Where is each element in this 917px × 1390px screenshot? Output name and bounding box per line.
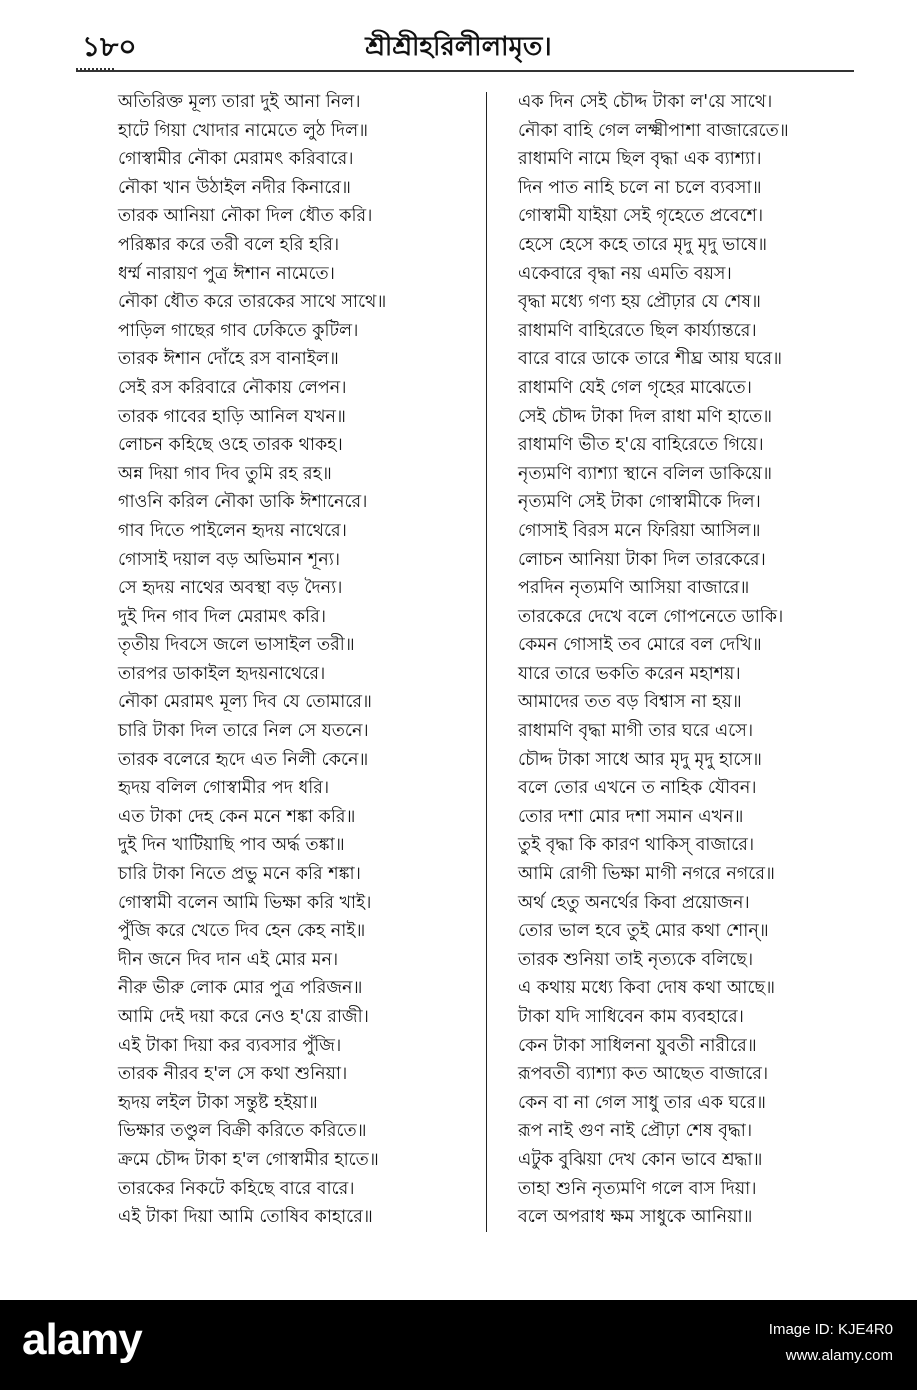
- verse-line: আমাদের তত বড় বিশ্বাস না হয়॥: [518, 692, 742, 713]
- verse-line: কেন বা না গেল সাধু তার এক ঘরে॥: [518, 1092, 766, 1113]
- verse-line: তোর ভাল হবে তুই মোর কথা শোন্॥: [518, 921, 769, 942]
- verse-line: নৌকা মেরামৎ মূল্য দিব যে তোমারে॥: [118, 692, 372, 713]
- verse-line: পুঁজি করে খেতে দিব হেন কেহ নাই॥: [118, 921, 366, 942]
- verse-line: দুই দিন গাব দিল মেরামৎ করি।: [118, 606, 327, 627]
- verse-line: দুই দিন খাটিয়াছি পাব অর্দ্ধ তঙ্কা॥: [118, 835, 345, 856]
- verse-line: তারক ঈশান দোঁহে রস বানাইল॥: [118, 349, 339, 370]
- verse-line: গোসাই দয়াল বড় অভিমান শূন্য।: [118, 549, 341, 570]
- verse-line: ক্রমে চৌদ্দ টাকা হ'ল গোস্বামীর হাতে॥: [118, 1149, 379, 1170]
- verse-line: টাকা যদি সাধিবেন কাম ব্যবহারে।: [518, 1007, 744, 1027]
- verse-line: একেবারে বৃদ্ধা নয় এমতি বয়স।: [518, 263, 732, 284]
- verse-line: তাহা শুনি নৃত্যমণি গলে বাস দিয়া।: [518, 1178, 757, 1199]
- verse-line: চারি টাকা নিতে প্রভু মনে করি শঙ্কা।: [118, 864, 361, 885]
- alamy-logo: alamy: [22, 1315, 142, 1364]
- left-verse-column: [118, 88, 468, 1232]
- verse-line: তারকের নিকটে কহিছে বারে বারে।: [118, 1178, 355, 1199]
- footer-url: www.alamy.com: [785, 1347, 893, 1364]
- verse-line: কেন টাকা সাধিলনা যুবতী নারীরে॥: [518, 1035, 757, 1056]
- header-rule: [76, 70, 854, 72]
- verse-line: রূপবতী ব্যাশ্যা কত আছেত বাজারে।: [518, 1064, 769, 1085]
- verse-line: নৌকা খান উঠাইল নদীর কিনারে॥: [118, 177, 351, 198]
- verse-line: যারে তারে ভকতি করেন মহাশয়।: [518, 663, 741, 684]
- verse-line: গোসাই বিরস মনে ফিরিয়া আসিল॥: [518, 520, 761, 541]
- verse-line: সে হৃদয় নাথের অবস্থা বড় দৈন্য।: [118, 578, 343, 599]
- verse-line: তারপর ডাকাইল হৃদয়নাথেরে।: [118, 663, 326, 684]
- verse-line: নৃত্যমণি সেই টাকা গোস্বামীকে দিল।: [518, 492, 761, 513]
- verse-line: রাধামণি ভীত হ'য়ে বাহিরেতে গিয়ে।: [518, 435, 764, 456]
- verse-line: চৌদ্দ টাকা সাধে আর মৃদু মৃদু হাসে॥: [518, 749, 762, 770]
- verse-line: এই টাকা দিয়া কর ব্যবসার পুঁজি।: [118, 1035, 342, 1056]
- verse-line: তৃতীয় দিবসে জলে ভাসাইল তরী॥: [118, 635, 355, 656]
- verse-line: তারক আনিয়া নৌকা দিল ধৌত করি।: [118, 206, 373, 227]
- verse-line: গাব দিতে পাইলেন হৃদয় নাথেরে।: [118, 520, 347, 541]
- verse-line: রাধামণি নামে ছিল বৃদ্ধা এক ব্যাশ্যা।: [518, 149, 762, 170]
- verse-line: পরিষ্কার করে তরী বলে হরি হরি।: [118, 234, 340, 255]
- verse-line: তারক নীরব হ'ল সে কথা শুনিয়া।: [118, 1064, 348, 1085]
- verse-line: কেমন গোসাই তব মোরে বল দেখি॥: [518, 635, 762, 656]
- verse-line: রাধামণি বৃদ্ধা মাগী তার ঘরে এসে।: [518, 721, 754, 742]
- verse-line: নীরু ভীরু লোক মোর পুত্র পরিজন॥: [118, 978, 363, 999]
- verse-line: বারে বারে ডাকে তারে শীঘ্র আয় ঘরে॥: [518, 349, 783, 370]
- verse-line: হেসে হেসে কহে তারে মৃদু মৃদু ভাষে॥: [518, 234, 767, 255]
- verse-line: সেই রস করিবারে নৌকায় লেপন।: [118, 377, 347, 398]
- verse-line: গাওনি করিল নৌকা ডাকি ঈশানেরে।: [118, 492, 368, 513]
- verse-line: তুই বৃদ্ধা কি কারণ থাকিস্ বাজারে।: [518, 835, 755, 856]
- right-verse-column: [518, 88, 858, 1232]
- verse-line: হাটে গিয়া খোদার নামেতে লুঠ দিল॥: [118, 120, 369, 141]
- column-divider: [486, 92, 487, 1232]
- verse-line: আমি রোগী ভিক্ষা মাগী নগরে নগরে॥: [518, 864, 775, 885]
- verse-line: তারক গাবের হাড়ি আনিল যখন॥: [118, 406, 346, 427]
- verse-line: বলে তোর এখনে ত নাহিক যৌবন।: [518, 778, 757, 799]
- page-number: ১৮০: [82, 30, 137, 63]
- verse-line: নৌকা ধৌত করে তারকের সাথে সাথে॥: [118, 292, 387, 313]
- verse-line: গোস্বামী বলেন আমি ভিক্ষা করি খাই।: [118, 892, 372, 913]
- verse-line: রূপ নাই গুণ নাই প্রৌঢ়া শেষ বৃদ্ধা।: [518, 1121, 753, 1142]
- verse-line: নৌকা বাহি গেল লক্ষ্মীপাশা বাজারেতে॥: [518, 120, 789, 141]
- verse-line: হৃদয় বলিল গোস্বামীর পদ ধরি।: [118, 778, 330, 799]
- verse-line: গোস্বামী যাইয়া সেই গৃহেতে প্রবেশে।: [518, 206, 764, 227]
- verse-line: তারক বলেরে হৃদে এত নিলী কেনে॥: [118, 749, 369, 770]
- verse-line: হৃদয় লইল টাকা সন্তুষ্ট হইয়া॥: [118, 1092, 318, 1113]
- running-head-title: শ্রীশ্রীহরিলীলামৃত।: [365, 32, 552, 62]
- verse-line: পরদিন নৃত্যমণি আসিয়া বাজারে॥: [518, 578, 750, 599]
- verse-line: এই টাকা দিয়া আমি তোষিব কাহারে॥: [118, 1207, 373, 1228]
- verse-line: এটুক বুঝিয়া দেখ কোন ভাবে শ্রদ্ধা॥: [518, 1149, 763, 1170]
- verse-line: দীন জনে দিব দান এই মোর মন।: [118, 949, 339, 970]
- verse-line: তারকেরে দেখে বলে গোপনেতে ডাকি।: [518, 606, 784, 627]
- verse-line: দিন পাত নাহি চলে না চলে ব্যবসা॥: [518, 177, 762, 198]
- verse-line: অর্থ হেতু অনর্থের কিবা প্রয়োজন।: [518, 892, 750, 913]
- verse-line: ভিক্ষার তণ্ডুল বিক্রী করিতে করিতে॥: [118, 1121, 367, 1142]
- verse-line: এ কথায় মধ্যে কিবা দোষ কথা আছে॥: [518, 978, 775, 999]
- verse-line: তোর দশা মোর দশা সমান এখন॥: [518, 806, 744, 827]
- verse-line: তারক শুনিয়া তাই নৃত্যকে বলিছে।: [518, 949, 754, 970]
- verse-line: লোচন আনিয়া টাকা দিল তারকেরে।: [518, 549, 766, 570]
- verse-line: আমি দেই দয়া করে নেও হ'য়ে রাজী।: [118, 1007, 369, 1027]
- verse-line: বলে অপরাধ ক্ষম সাধুকে আনিয়া॥: [518, 1207, 753, 1228]
- image-id-label: Image ID: KJE4R0: [768, 1321, 893, 1338]
- stock-footer-band: [0, 1300, 917, 1390]
- verse-line: গোস্বামীর নৌকা মেরামৎ করিবারে।: [118, 149, 354, 170]
- verse-line: বৃদ্ধা মধ্যে গণ্য হয় প্রৌঢ়ার যে শেষ॥: [518, 292, 761, 313]
- verse-line: লোচন কহিছে ওহে তারক থাকহ।: [118, 435, 343, 456]
- verse-line: এত টাকা দেহ কেন মনে শঙ্কা করি॥: [118, 806, 356, 827]
- verse-line: অতিরিক্ত মূল্য তারা দুই আনা নিল।: [118, 92, 361, 112]
- verse-line: পাড়িল গাছের গাব ঢেকিতে কুটিল।: [118, 320, 359, 341]
- verse-line: রাধামণি বাহিরেতে ছিল কার্য্যান্তরে।: [518, 320, 757, 341]
- verse-line: সেই চৌদ্দ টাকা দিল রাধা মণি হাতে॥: [518, 406, 773, 427]
- verse-line: এক দিন সেই চৌদ্দ টাকা ল'য়ে সাথে।: [518, 92, 773, 112]
- verse-line: ধর্ম্ম নারায়ণ পুত্র ঈশান নামেতে।: [118, 263, 335, 284]
- verse-line: রাধামণি যেই গেল গৃহের মাঝেতে।: [518, 377, 752, 398]
- verse-line: চারি টাকা দিল তারে নিল সে যতনে।: [118, 721, 369, 742]
- verse-line: নৃত্যমণি ব্যাশ্যা স্থানে বলিল ডাকিয়ে॥: [518, 463, 773, 484]
- verse-line: অন্ন দিয়া গাব দিব তুমি রহ রহ॥: [118, 463, 332, 484]
